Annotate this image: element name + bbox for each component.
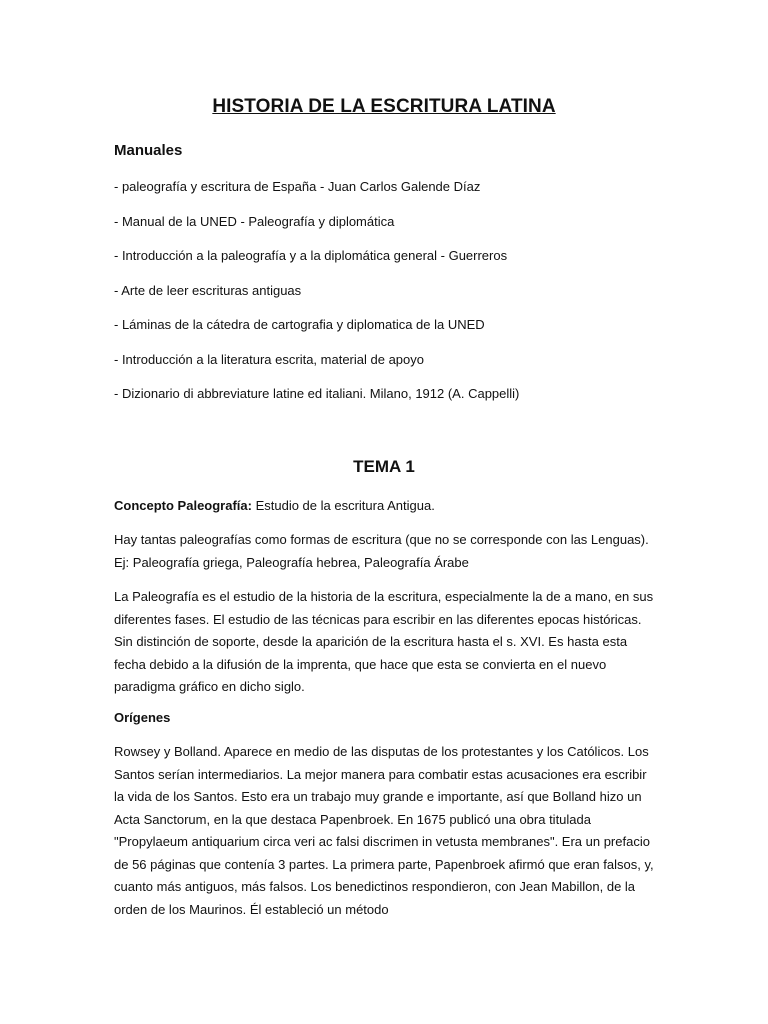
- concepto-paragraph: [114, 495, 659, 518]
- document-title: HISTORIA DE LA ESCRITURA LATINA: [212, 96, 556, 117]
- list-item: - Introducción a la paleografía y a la diplomática general - Guerreros: [114, 248, 508, 263]
- list-item: - Manual de la UNED - Paleografía y diplomática: [114, 213, 395, 229]
- list-item: - Dizionario di abbreviature latine ed italiani. Milano, 1912 (A. Cappelli): [114, 386, 520, 401]
- list-item: - Introducción a la literatura escrita, material de apoyo: [114, 351, 424, 367]
- origenes-paragraph: Rowsey y Bolland. Aparece en medio de las disputas de los protestantes y los Católicos. Los Santos serían intermediarios. La mejor manera para combatir estas acusaciones era escribir la vida de los Santos. Esto era un trabajo muy grande e importante, así que Bolland hizo un Acta Sanctorum, en la que destaca Papenbroek. En 1675 publicó una obra titulada "Propylaeum antiquarium circa veri ac falsi discrimen in vetusta membranes". Era un prefacio de 56 páginas que contenía 3 partes. La primera parte, Papenbroek afirmó que eran falsos, y, cuanto más antiguos, más falsos. Los benedictinos respondieron, con Jean Mabillon, de la orden de los Maurinos. Él estableció un método: [114, 744, 654, 917]
- hay-tantas-paragraph: Hay tantas paleografías como formas de escritura (que no se corresponde con las Lenguas). Ej: Paleografía griega, Paleografía hebrea, Paleografía Árabe: [114, 532, 649, 570]
- paleografia-paragraph: La Paleografía es el estudio de la historia de la escritura, especialmente la de a mano, en sus diferentes fases. El estudio de las técnicas para escribir en las diferentes epocas históricas. Sin distinción de soporte, desde la aparición de la escritura hasta el s. XVI. Es hasta esta fecha debido a la difusión de la imprenta, que hace que esta se convierta en el nuevo paradigma gráfico en dicho siglo.: [114, 589, 654, 694]
- tema-title: TEMA 1: [353, 457, 415, 476]
- manuales-list: [114, 179, 519, 421]
- list-item: - paleografía y escritura de España - Juan Carlos Galende Díaz: [114, 179, 481, 194]
- concepto-text: Estudio de la escritura Antigua.: [251, 498, 435, 513]
- list-item: - Arte de leer escrituras antiguas: [114, 282, 302, 298]
- concepto-label: Concepto Paleografía:: [114, 498, 252, 513]
- manuales-heading: Manuales: [114, 142, 183, 159]
- origenes-heading: Orígenes: [114, 710, 171, 725]
- list-item: - Láminas de la cátedra de cartografia y diplomatica de la UNED: [114, 317, 485, 332]
